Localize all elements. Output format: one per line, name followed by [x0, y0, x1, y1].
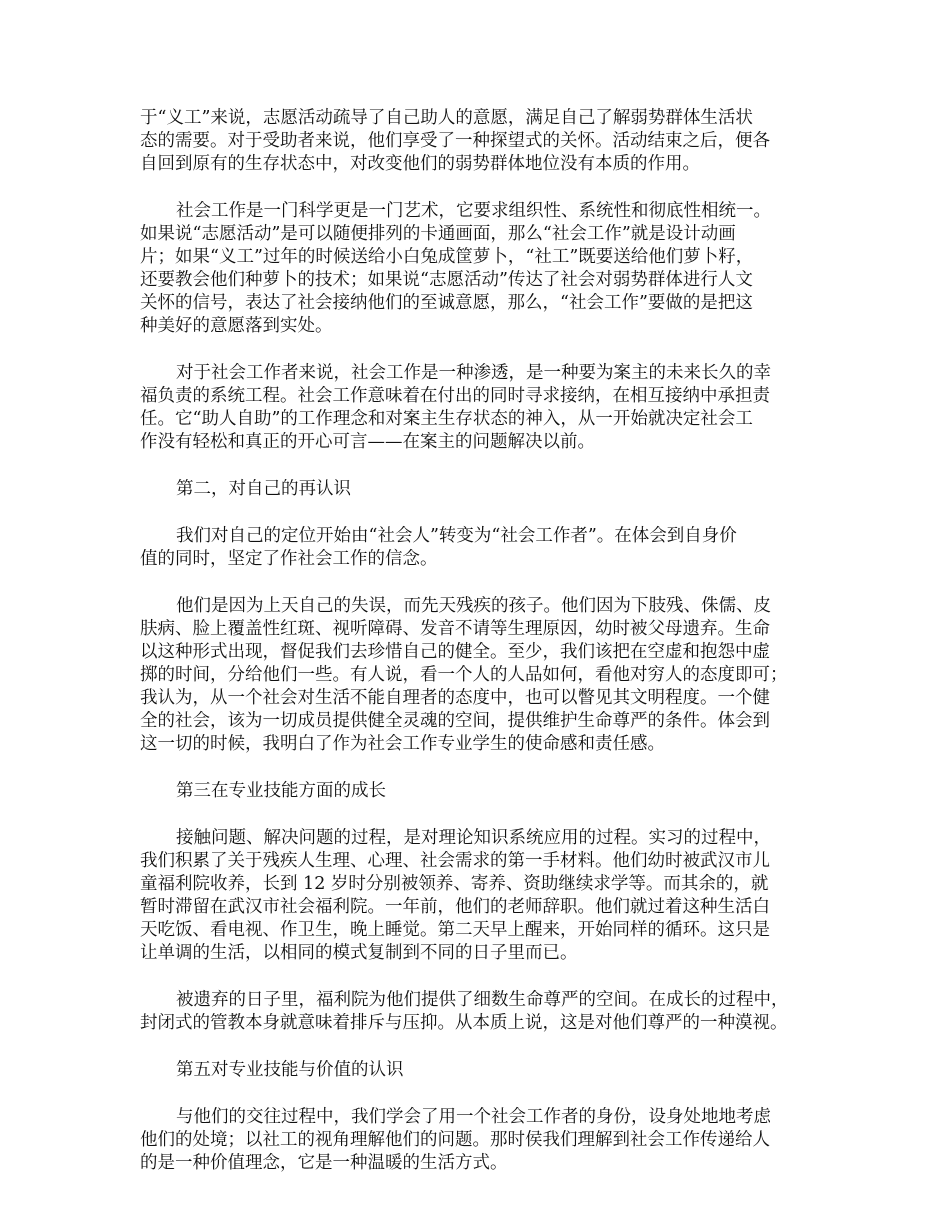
text-line: 第三在专业技能方面的成长 [176, 781, 386, 801]
text-line: 天吃饭、看电视、作卫生，晚上睡觉。第二天早上醒来，开始同样的循环。这只是 [140, 920, 770, 940]
text-line: 我们对自己的定位开始由“社会人”转变为“社会工作者”。在体会到自身价 [176, 526, 737, 546]
paragraph [140, 362, 830, 454]
text-line: 任。它“助人自助”的工作理念和对案主生存状态的神入，从一开始就决定社会工 [140, 409, 753, 429]
text-line: 暂时滞留在武汉市社会福利院。一年前，他们的老师辞职。他们就过着这种生活白 [140, 897, 770, 917]
text-line: 他们是因为上天自己的失误，而先天残疾的孩子。他们因为下肢残、侏儒、皮 [176, 596, 771, 616]
text-line: 他们的处境；以社工的视角理解他们的问题。那时侯我们理解到社会工作传递给人 [140, 1130, 770, 1150]
text-line: 第二，对自己的再认识 [176, 479, 351, 499]
text-line: 被遗弃的日子里，福利院为他们提供了细数生命尊严的空间。在成长的过程中， [176, 990, 789, 1010]
text-line: 自回到原有的生存状态中，对改变他们的弱势群体地位没有本质的作用。 [140, 154, 700, 174]
paragraph [140, 595, 830, 756]
text-line: 片；如果“义工”过年的时候送给小白兔成筐萝卜，“社工”既要送给他们萝卜籽， [140, 247, 754, 267]
paragraph [140, 478, 830, 501]
text-line: 全的社会，该为一切成员提供健全灵魂的空间，提供维护生命尊严的条件。体会到 [140, 711, 770, 731]
text-line: 福负责的系统工程。社会工作意味着在付出的同时寻求接纳，在相互接纳中承担责 [140, 386, 770, 406]
paragraph [140, 827, 830, 965]
text-line: 关怀的信号，表达了社会接纳他们的至诚意愿，那么，“社会工作”要做的是把这 [140, 293, 753, 313]
document-page [140, 107, 830, 1199]
text-line: 态的需要。对于受助者来说，他们享受了一种探望式的关怀。活动结束之后，便各 [140, 131, 770, 151]
text-line: 童福利院收养，长到 12 岁时分别被领养、寄养、资助继续求学等。而其余的，就 [140, 874, 769, 894]
text-line: 种美好的意愿落到实处。 [140, 316, 333, 336]
text-line: 值的同时，坚定了作社会工作的信念。 [140, 549, 438, 569]
text-line: 掷的时间，分给他们一些。有人说，看一个人的人品如何，看他对穷人的态度即可； [140, 665, 788, 685]
text-line: 与他们的交往过程中，我们学会了用一个社会工作者的身份，设身处地地考虑 [176, 1107, 771, 1127]
text-line: 我认为，从一个社会对生活不能自理者的态度中，也可以瞥见其文明程度。一个健 [140, 688, 770, 708]
text-line: 的是一种价值理念，它是一种温暖的生活方式。 [140, 1153, 508, 1173]
paragraph [140, 200, 830, 338]
text-line: 第五对专业技能与价值的认识 [176, 1060, 404, 1080]
paragraph [140, 780, 830, 803]
text-line: 封闭式的管教本身就意味着排斥与压抑。从本质上说，这是对他们尊严的一种漠视。 [140, 1013, 788, 1033]
text-line: 这一切的时候，我明白了作为社会工作专业学生的使命感和责任感。 [140, 734, 665, 754]
text-line: 作没有轻松和真正的开心可言——在案主的问题解决以前。 [140, 432, 595, 452]
paragraph [140, 989, 830, 1035]
paragraph [140, 1106, 830, 1175]
paragraph [140, 107, 830, 176]
text-line: 肤病、脸上覆盖性红斑、视听障碍、发音不请等生理原因，幼时被父母遗弃。生命 [140, 619, 770, 639]
text-line: 对于社会工作者来说，社会工作是一种渗透，是一种要为案主的未来长久的幸 [176, 363, 771, 383]
text-line: 社会工作是一门科学更是一门艺术，它要求组织性、系统性和彻底性相统一。 [176, 201, 771, 221]
text-line: 于“义工”来说，志愿活动疏导了自己助人的意愿，满足自己了解弱势群体生活状 [140, 108, 753, 128]
text-line: 以这种形式出现，督促我们去珍惜自己的健全。至少，我们该把在空虚和抱怨中虚 [140, 642, 770, 662]
text-line: 如果说“志愿活动”是可以随便排列的卡通画面，那么“社会工作”就是设计动画 [140, 224, 736, 244]
text-line: 还要教会他们种萝卜的技术；如果说“志愿活动”传达了社会对弱势群体进行人文 [140, 270, 753, 290]
paragraph [140, 525, 830, 571]
text-line: 我们积累了关于残疾人生理、心理、社会需求的第一手材料。他们幼时被武汉市儿 [140, 851, 770, 871]
text-line: 接触问题、解决问题的过程，是对理论知识系统应用的过程。实习的过程中， [176, 828, 771, 848]
text-line: 让单调的生活，以相同的模式复制到不同的日子里而已。 [140, 943, 578, 963]
paragraph [140, 1059, 830, 1082]
